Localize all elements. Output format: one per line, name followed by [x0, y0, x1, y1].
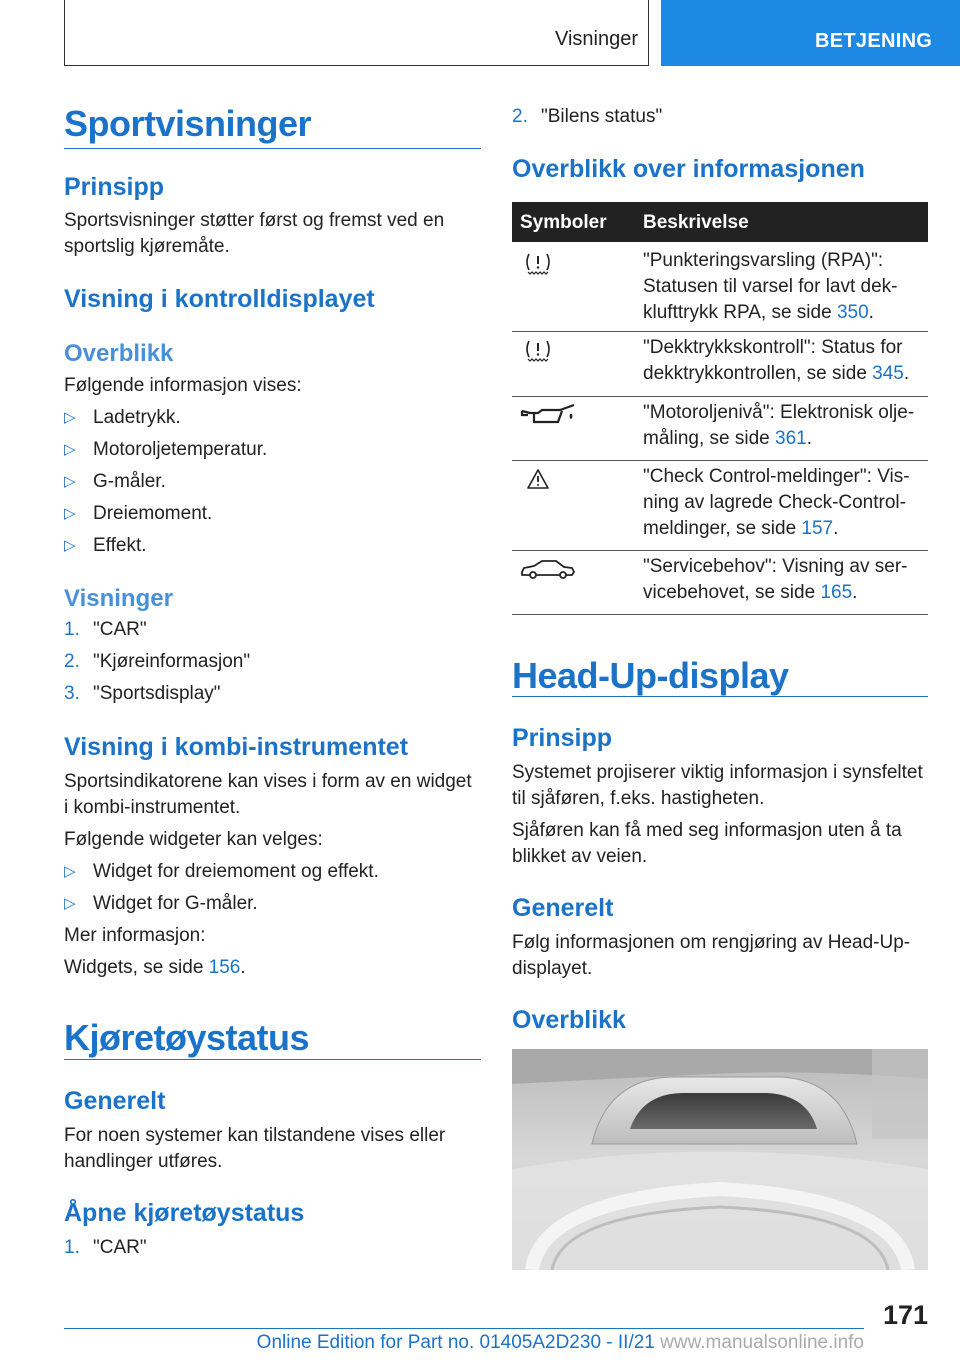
oil-can-icon: [518, 402, 578, 428]
numbered-item: [64, 1235, 481, 1261]
heading-kombi: Visning i kombi-instrumentet: [64, 733, 409, 761]
item-number: 2.: [64, 651, 80, 672]
row-description: "Check Control-meldinger": Vis- ning av lagrede Check-Control- meldinger, se side 157.: [643, 464, 928, 542]
heading-overblikk-info: Overblikk over informasjonen: [512, 155, 865, 183]
list-item: [64, 469, 481, 495]
description-line: "Check Control-meldinger": Vis-: [643, 466, 910, 487]
heading-kontrolldisplay: Visning i kontrolldisplayet: [64, 285, 375, 313]
heading-visninger: Visninger: [64, 585, 173, 612]
paragraph-line: sportslig kjøremåte.: [64, 236, 230, 257]
bullet-icon: ▷: [64, 473, 76, 490]
heading-rule: [512, 696, 928, 697]
paragraph-line: displayet.: [512, 958, 593, 979]
table-row: [512, 552, 928, 615]
table-row: [512, 333, 928, 397]
page-link[interactable]: 345: [872, 363, 904, 384]
page-link[interactable]: 165: [820, 582, 853, 603]
list-item-text: Dreiemoment.: [93, 503, 213, 524]
heading-sportvisninger: Sportvisninger: [64, 103, 312, 144]
paragraph-line: Følgende informasjon vises:: [64, 375, 302, 396]
footer-rule: [64, 1328, 864, 1329]
table-row: [512, 398, 928, 461]
header-chapter-tab: [661, 0, 960, 66]
item-text: "Bilens status": [541, 106, 663, 127]
numbered-item: [512, 104, 928, 130]
row-description: "Dekktrykkskontroll": Status for dekktrykkontrollen, se side 345.: [643, 335, 928, 387]
list-item: [64, 405, 481, 431]
paragraph-line: i kombi-instrumentet.: [64, 797, 241, 818]
ref-text: Widgets, se side: [64, 957, 209, 978]
paragraph-line: Widgets, se side 156.: [64, 957, 246, 978]
paragraph-line: Systemet projiserer viktig informasjon i synsfeltet: [512, 762, 923, 783]
heading-prinsipp: Prinsipp: [64, 173, 165, 201]
heading-apne: Åpne kjøretøystatus: [64, 1199, 305, 1227]
item-text: "CAR": [93, 1237, 147, 1258]
table-header: [512, 202, 928, 242]
page-link[interactable]: 350: [836, 302, 869, 323]
page-link[interactable]: 156: [208, 957, 241, 978]
description-line: vicebehovet, se side: [643, 582, 821, 603]
paragraph-line: handlinger utføres.: [64, 1151, 223, 1172]
bullet-icon: ▷: [64, 863, 76, 880]
paragraph-line: Sportsvisninger støtter først og fremst ved en: [64, 210, 445, 231]
heading-generelt: Generelt: [64, 1087, 166, 1115]
bullet-icon: ▷: [64, 505, 76, 522]
list-item-text: Widget for G-måler.: [93, 893, 258, 914]
paragraph-line: Sportsindikatorene kan vises i form av en widget: [64, 771, 472, 792]
column-header-symbols: Symboler: [520, 212, 607, 233]
description-line: ning av lagrede Check-Control-: [643, 492, 906, 513]
description-line: måling, se side: [643, 428, 776, 449]
bullet-icon: ▷: [64, 409, 76, 426]
list-item-text: Effekt.: [93, 535, 147, 556]
list-item: [64, 891, 481, 917]
item-text: "Kjøreinformasjon": [93, 651, 251, 672]
header-section-box: [64, 0, 649, 66]
hud-illustration: [512, 1049, 928, 1270]
item-number: 1.: [64, 619, 80, 640]
paragraph-line: Sjåføren kan få med seg informasjon uten å ta: [512, 820, 902, 841]
description-line: meldinger, se side: [643, 518, 802, 539]
page-number: 171: [883, 1300, 929, 1330]
bullet-icon: ▷: [64, 895, 76, 912]
list-item: [64, 437, 481, 463]
description-line: "Servicebehov": Visning av ser-: [643, 556, 908, 577]
edition-text: Online Edition for Part no. 01405A2D230 - II/21: [256, 1332, 655, 1353]
heading-head-up-display: Head-Up-display: [512, 655, 789, 696]
heading-kjoretoystatus: Kjøretøystatus: [64, 1017, 310, 1058]
table-row: [512, 462, 928, 551]
column-header-description: Beskrivelse: [643, 212, 749, 233]
item-text: "Sportsdisplay": [93, 683, 221, 704]
list-item-text: Ladetrykk.: [93, 407, 181, 428]
tire-pressure-warning-icon: [518, 250, 578, 276]
heading-rule: [64, 1059, 481, 1060]
paragraph-line: Følgende widgeter kan velges:: [64, 829, 323, 850]
list-item-text: G-måler.: [93, 471, 166, 492]
page-link[interactable]: 157: [801, 518, 834, 539]
car-service-icon: [518, 556, 578, 582]
item-number: 2.: [512, 106, 528, 127]
list-item: [64, 533, 481, 559]
description-line: Statusen til varsel for lavt dek-: [643, 276, 898, 297]
paragraph-line: Mer informasjon:: [64, 925, 206, 946]
description-line: dekktrykkontrollen, se side: [643, 363, 873, 384]
bullet-icon: ▷: [64, 441, 76, 458]
description-line: "Dekktrykkskontroll": Status for: [643, 337, 903, 358]
list-item: [64, 501, 481, 527]
heading-generelt: Generelt: [512, 894, 614, 922]
page-link[interactable]: 361: [775, 428, 807, 449]
item-number: 3.: [64, 683, 80, 704]
edition-line: [64, 1332, 864, 1354]
watermark-text: www.manualsonline.info: [660, 1332, 864, 1353]
header-section-title: Visninger: [554, 28, 638, 50]
list-item: [64, 859, 481, 885]
item-number: 1.: [64, 1237, 80, 1258]
warning-triangle-icon: [518, 466, 578, 492]
item-text: "CAR": [93, 619, 147, 640]
paragraph-line: For noen systemer kan tilstandene vises eller: [64, 1125, 446, 1146]
description-line: "Motoroljenivå": Elektronisk olje-: [643, 402, 915, 423]
numbered-item: [64, 649, 481, 675]
head-up-display-photo: [512, 1049, 928, 1270]
heading-overblikk: Overblikk: [512, 1006, 626, 1034]
numbered-item: [64, 681, 481, 707]
row-description: "Motoroljenivå": Elektronisk olje- måling, se side 361.: [643, 400, 928, 452]
paragraph-line: til sjåføren, f.eks. hastigheten.: [512, 788, 765, 809]
description-line: "Punkteringsvarsling (RPA)":: [643, 250, 884, 271]
heading-rule: [64, 148, 481, 149]
list-item-text: Widget for dreiemoment og effekt.: [93, 861, 379, 882]
header-chapter-title: BETJENING: [815, 30, 933, 52]
paragraph-line: blikket av veien.: [512, 846, 648, 867]
heading-overblikk: Overblikk: [64, 340, 174, 367]
row-description: "Servicebehov": Visning av ser- vicebehovet, se side 165.: [643, 554, 928, 606]
heading-prinsipp: Prinsipp: [512, 724, 613, 752]
numbered-item: [64, 617, 481, 643]
description-line: klufttrykk RPA, se side: [643, 302, 837, 323]
tire-pressure-control-icon: [518, 337, 578, 363]
bullet-icon: ▷: [64, 537, 76, 554]
list-item-text: Motoroljetemperatur.: [93, 439, 268, 460]
table-row: [512, 246, 928, 332]
paragraph-line: Følg informasjonen om rengjøring av Head-Up-: [512, 932, 911, 953]
row-description: "Punkteringsvarsling (RPA)": Statusen til varsel for lavt dek- klufttrykk RPA, se side 350.: [643, 248, 928, 326]
